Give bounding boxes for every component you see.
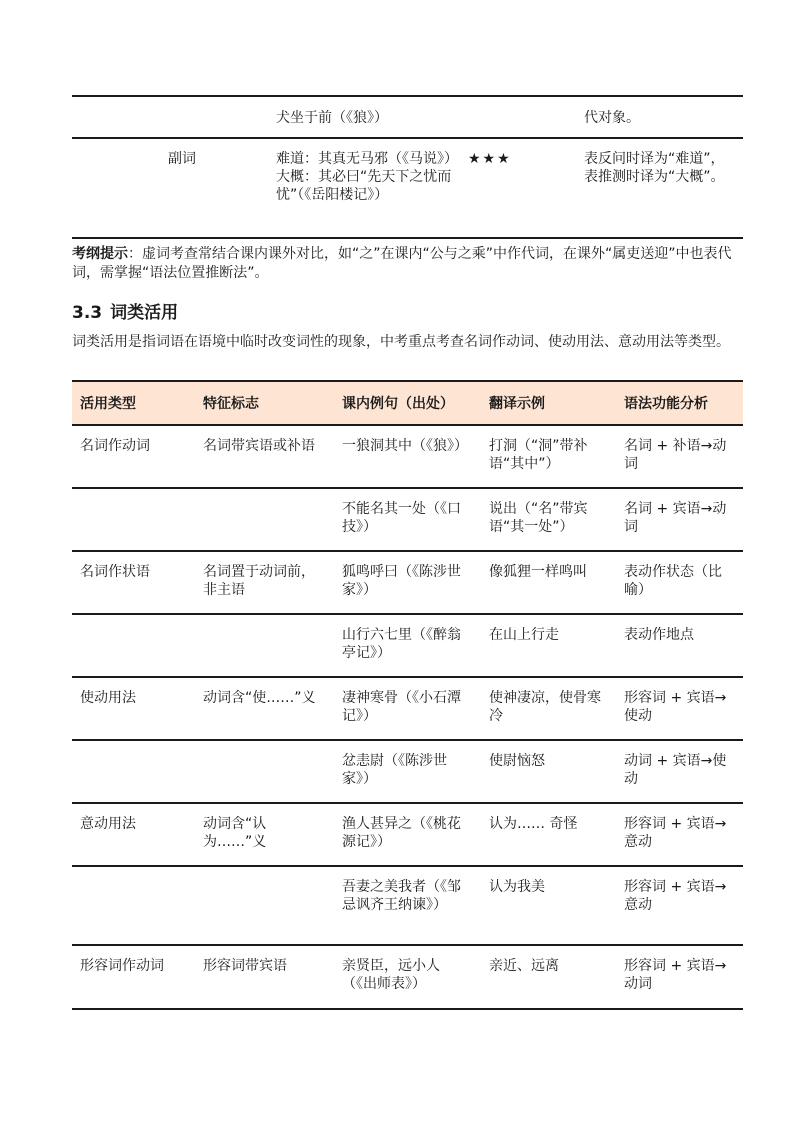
cell-example: 不能名其一处（《口技》） xyxy=(334,488,481,551)
cell-word xyxy=(72,138,162,238)
analysis-text: 形容词 + 宾语→使动 xyxy=(624,690,727,724)
exam-tip-text: ：虚词考查常结合课内课外对比，如“之”在课内“公与之乘”中作代词，在课外“属吏送迎”中也表代词，需掌握“语法位置推断法”。 xyxy=(72,246,732,281)
cell-translation: 亲近、远离 xyxy=(481,945,616,1009)
table-row xyxy=(72,614,743,677)
table-row xyxy=(72,551,743,614)
cell-feature: 名词置于动词前，非主语 xyxy=(195,551,334,614)
cell-example: 吾妻之美我者（《邹忌讽齐王纳谏》） xyxy=(334,866,481,945)
table-row xyxy=(72,488,743,551)
cell-analysis xyxy=(616,677,743,740)
cell-example: 狐鸣呼曰（《陈涉世家》） xyxy=(334,551,481,614)
analysis-text: 名词 + 宾语→动词 xyxy=(624,501,727,535)
cell-feature: 形容词带宾语 xyxy=(195,945,334,1009)
table-row xyxy=(72,96,743,138)
cell-type: 意动用法 xyxy=(72,803,195,866)
cell-translation: 使神凄凉，使骨寒冷 xyxy=(481,677,616,740)
exam-tip xyxy=(72,245,732,283)
table-row xyxy=(72,740,743,803)
cell-feature: 名词带宾语或补语 xyxy=(195,425,334,488)
cell-analysis xyxy=(616,803,743,866)
cell-type: 名词作动词 xyxy=(72,425,195,488)
cell-analysis xyxy=(616,945,743,1009)
cell-feature xyxy=(195,866,334,945)
cell-type xyxy=(72,866,195,945)
cell-example: 一狼洞其中（《狼》） xyxy=(334,425,481,488)
cell-feature: 动词含“认为……”义 xyxy=(195,803,334,866)
section-title: 词类活用 xyxy=(110,303,179,323)
table-row xyxy=(72,945,743,1009)
cell-type: 形容词作动词 xyxy=(72,945,195,1009)
table-row xyxy=(72,866,743,945)
cell-feature xyxy=(195,614,334,677)
cell-translation: 认为…… 奇怪 xyxy=(481,803,616,866)
table-header-row xyxy=(72,381,743,425)
analysis-text: 动词 + 宾语→使动 xyxy=(624,753,727,787)
cell-analysis xyxy=(616,866,743,945)
cell-translation: 说出（“名”带宾语“其一处”） xyxy=(481,488,616,551)
cell-example: 忿恚尉（《陈涉世家》） xyxy=(334,740,481,803)
cell-analysis: 表动作地点 xyxy=(616,614,743,677)
cell-translation: 在山上行走 xyxy=(481,614,616,677)
cell-example: 犬坐于前（《狼》） xyxy=(270,96,462,138)
header-analysis: 语法功能分析 xyxy=(616,381,743,425)
cell-type: 名词作状语 xyxy=(72,551,195,614)
header-translation: 翻译示例 xyxy=(481,381,616,425)
analysis-text: 形容词 + 宾语→意动 xyxy=(624,816,727,850)
exam-tip-label: 考纲提示 xyxy=(72,246,128,262)
table-row xyxy=(72,803,743,866)
cell-analysis xyxy=(616,425,743,488)
cell-type xyxy=(72,614,195,677)
cell-analysis: 表反问时译为“难道”，表推测时译为“大概”。 xyxy=(578,138,743,238)
cell-analysis: 表动作状态（比喻） xyxy=(616,551,743,614)
table-row xyxy=(72,425,743,488)
cell-example: 凄神寒骨（《小石潭记》） xyxy=(334,677,481,740)
cell-type xyxy=(72,740,195,803)
cell-word xyxy=(72,96,162,138)
header-usage-type: 活用类型 xyxy=(72,381,195,425)
cell-feature xyxy=(195,740,334,803)
header-feature: 特征标志 xyxy=(195,381,334,425)
section-intro: 词类活用是指词语在语境中临时改变词性的现象，中考重点考查名词作动词、使动用法、意动用法等类型。 xyxy=(72,334,730,350)
section-heading xyxy=(72,301,178,325)
cell-translation: 认为我美 xyxy=(481,866,616,945)
cell-type xyxy=(72,488,195,551)
cell-example: 山行六七里（《醉翁亭记》） xyxy=(334,614,481,677)
cell-type: 使动用法 xyxy=(72,677,195,740)
cell-example: 难道：其真无马邪（《马说》）大概：其必曰“先天下之忧而忧”（《岳阳楼记》） xyxy=(270,138,462,238)
cell-translation: 打洞（“洞”带补语“其中”） xyxy=(481,425,616,488)
cell-translation: 像狐狸一样鸣叫 xyxy=(481,551,616,614)
analysis-text: 形容词 + 宾语→动词 xyxy=(624,958,727,992)
importance-stars: ★★★ xyxy=(462,138,578,238)
function-word-table-continued xyxy=(72,95,743,239)
cell-analysis xyxy=(616,488,743,551)
cell-stars xyxy=(462,96,578,138)
table-row xyxy=(72,138,743,238)
cell-translation: 使尉恼怒 xyxy=(481,740,616,803)
cell-example: 渔人甚异之（《桃花源记》） xyxy=(334,803,481,866)
cell-analysis: 代对象。 xyxy=(578,96,743,138)
cell-analysis xyxy=(616,740,743,803)
header-example: 课内例句（出处） xyxy=(334,381,481,425)
cell-feature xyxy=(195,488,334,551)
table-row xyxy=(72,677,743,740)
cell-example: 亲贤臣，远小人（《出师表》） xyxy=(334,945,481,1009)
analysis-text: 形容词 + 宾语→意动 xyxy=(624,879,727,913)
section-number: 3.3 xyxy=(72,303,103,323)
cell-feature: 动词含“使……”义 xyxy=(195,677,334,740)
cell-type: 副词 xyxy=(162,138,270,238)
cell-type xyxy=(162,96,270,138)
analysis-text: 名词 + 补语→动词 xyxy=(624,438,727,472)
word-class-usage-table xyxy=(72,380,743,1010)
